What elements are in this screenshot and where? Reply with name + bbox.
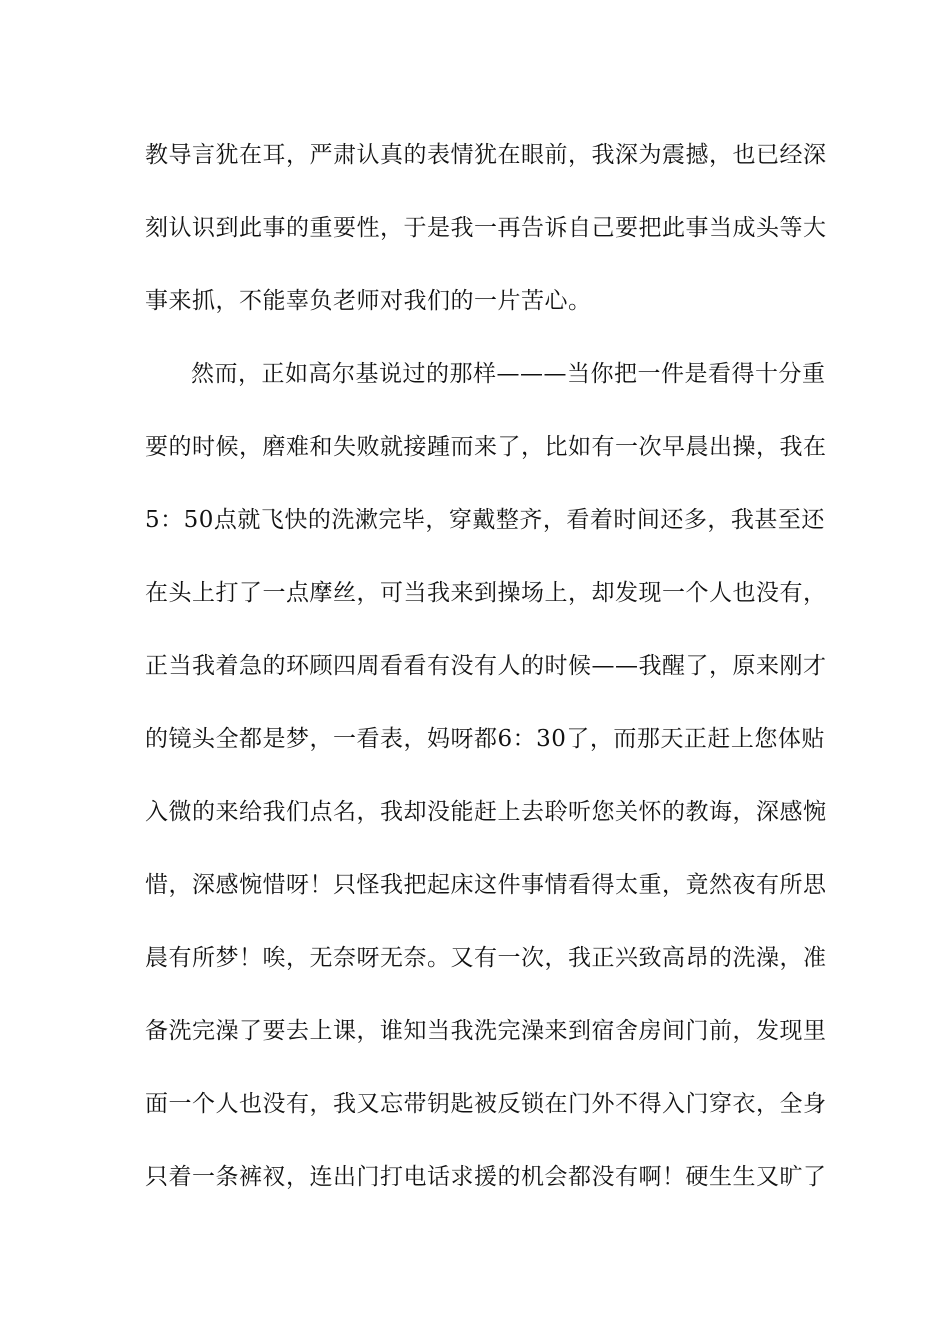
text-line-1: 教导言犹在耳，严肃认真的表情犹在眼前，我深为震撼，也已经深: [145, 142, 827, 168]
text-line-9: 的镜头全都是梦，一看表，妈呀都6：30了，而那天正赶上您体贴: [145, 726, 825, 752]
text-line-7: 在头上打了一点摩丝，可当我来到操场上，却发现一个人也没有，: [145, 580, 827, 606]
text-line-11: 惜，深感惋惜呀！只怪我把起床这件事情看得太重，竟然夜有所思: [145, 872, 827, 898]
text-line-4: 然而，正如高尔基说过的那样———当你把一件是看得十分重: [191, 361, 826, 387]
text-line-3: 事来抓，不能辜负老师对我们的一片苦心。: [145, 288, 592, 314]
text-line-13: 备洗完澡了要去上课，谁知当我洗完澡来到宿舍房间门前，发现里: [145, 1018, 827, 1044]
text-line-12: 晨有所梦！唉，无奈呀无奈。又有一次，我正兴致高昂的洗澡，准: [145, 945, 827, 971]
text-line-6: 5：50点就飞快的洗漱完毕，穿戴整齐，看着时间还多，我甚至还: [145, 507, 825, 533]
text-line-2: 刻认识到此事的重要性，于是我一再告诉自己要把此事当成头等大: [145, 215, 827, 241]
text-line-8: 正当我着急的环顾四周看看有没有人的时候——我醒了，原来刚才: [145, 653, 827, 679]
text-line-10: 入微的来给我们点名，我却没能赶上去聆听您关怀的教诲，深感惋: [145, 799, 827, 825]
text-line-14: 面一个人也没有，我又忘带钥匙被反锁在门外不得入门穿衣，全身: [145, 1091, 827, 1117]
body-text: [145, 130, 827, 1225]
text-line-5: 要的时候，磨难和失败就接踵而来了，比如有一次早晨出操，我在: [145, 434, 827, 460]
text-line-15: 只着一条裤衩，连出门打电话求援的机会都没有啊！硬生生又旷了: [145, 1164, 827, 1190]
